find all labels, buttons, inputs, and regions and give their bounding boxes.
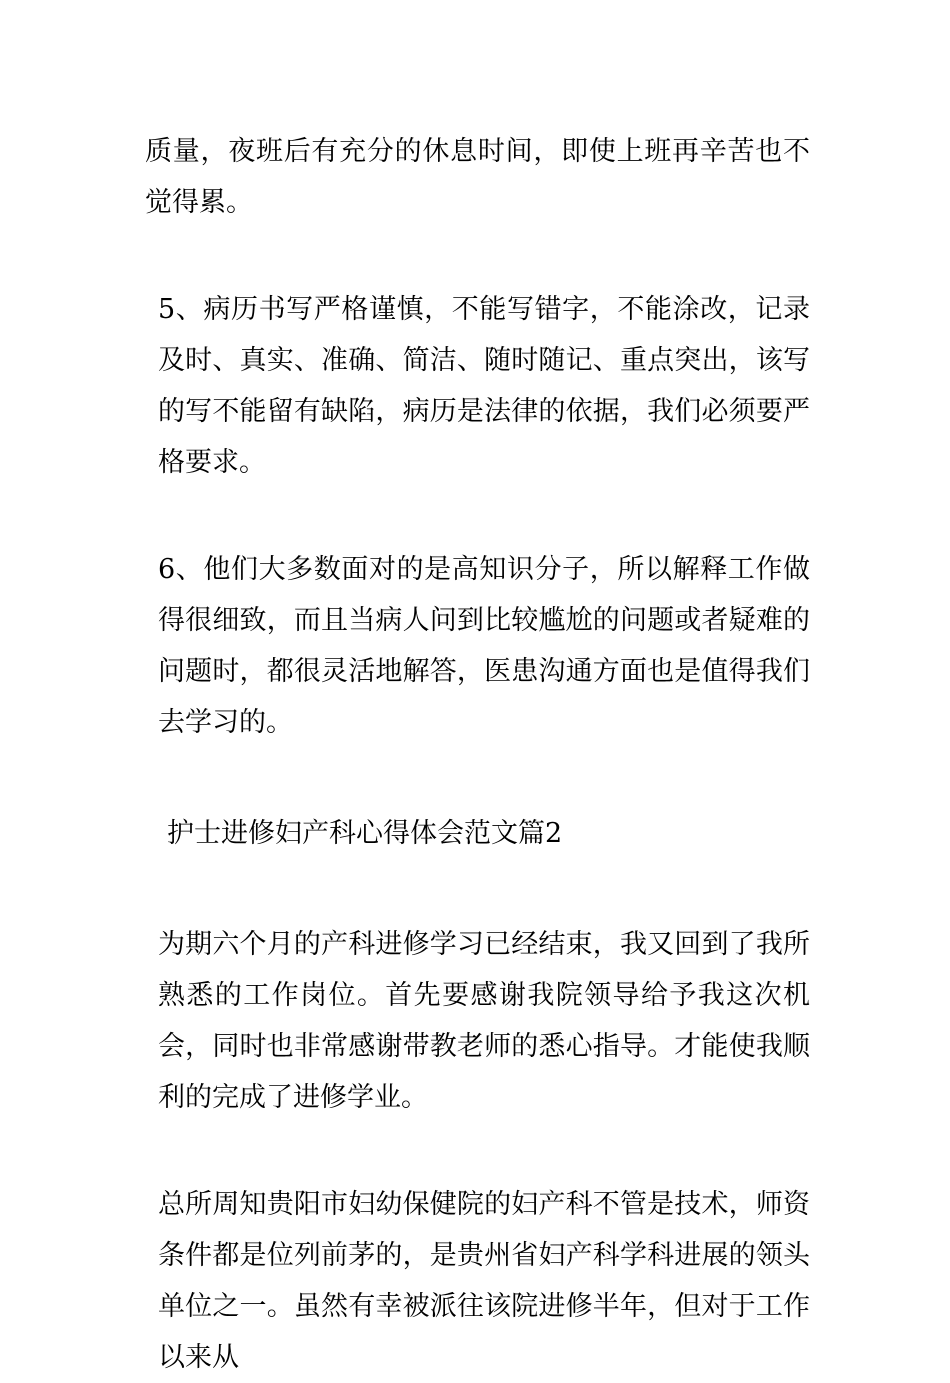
paragraph-item-5: 5、病历书写严格谨慎，不能写错字，不能涂改，记录及时、真实、准确、简洁、随时随记、重点突出，该写的写不能留有缺陷，病历是法律的依据，我们必须要严格要求。 — [158, 294, 810, 478]
paragraph-gap — [145, 1123, 810, 1179]
paragraph-gap — [145, 228, 810, 284]
section-heading: 护士进修妇产科心得体会范文篇2 — [167, 818, 563, 849]
paragraph-continuation: 质量，夜班后有充分的休息时间，即使上班再辛苦也不觉得累。 — [145, 136, 810, 218]
paragraph-gap — [145, 859, 810, 919]
paragraph-item-6: 6、他们大多数面对的是高知识分子，所以解释工作做得很细致，而且当病人问到比较尴尬的问题或者疑难的问题时，都很灵活地解答，医患沟通方面也是值得我们去学习的。 — [158, 554, 810, 738]
paragraph-intro: 为期六个月的产科进修学习已经结束，我又回到了我所熟悉的工作岗位。首先要感谢我院领导给予我这次机会，同时也非常感谢带教老师的悉心指导。才能使我顺利的完成了进修学业。 — [158, 929, 810, 1113]
paragraph-hospital: 总所周知贵阳市妇幼保健院的妇产科不管是技术，师资条件都是位列前茅的，是贵州省妇产科学科进展的领头单位之一。虽然有幸被派往该院进修半年，但对于工作以来从 — [158, 1189, 810, 1373]
paragraph-gap — [145, 748, 810, 808]
document-body — [145, 126, 810, 1383]
paragraph-gap — [145, 488, 810, 544]
